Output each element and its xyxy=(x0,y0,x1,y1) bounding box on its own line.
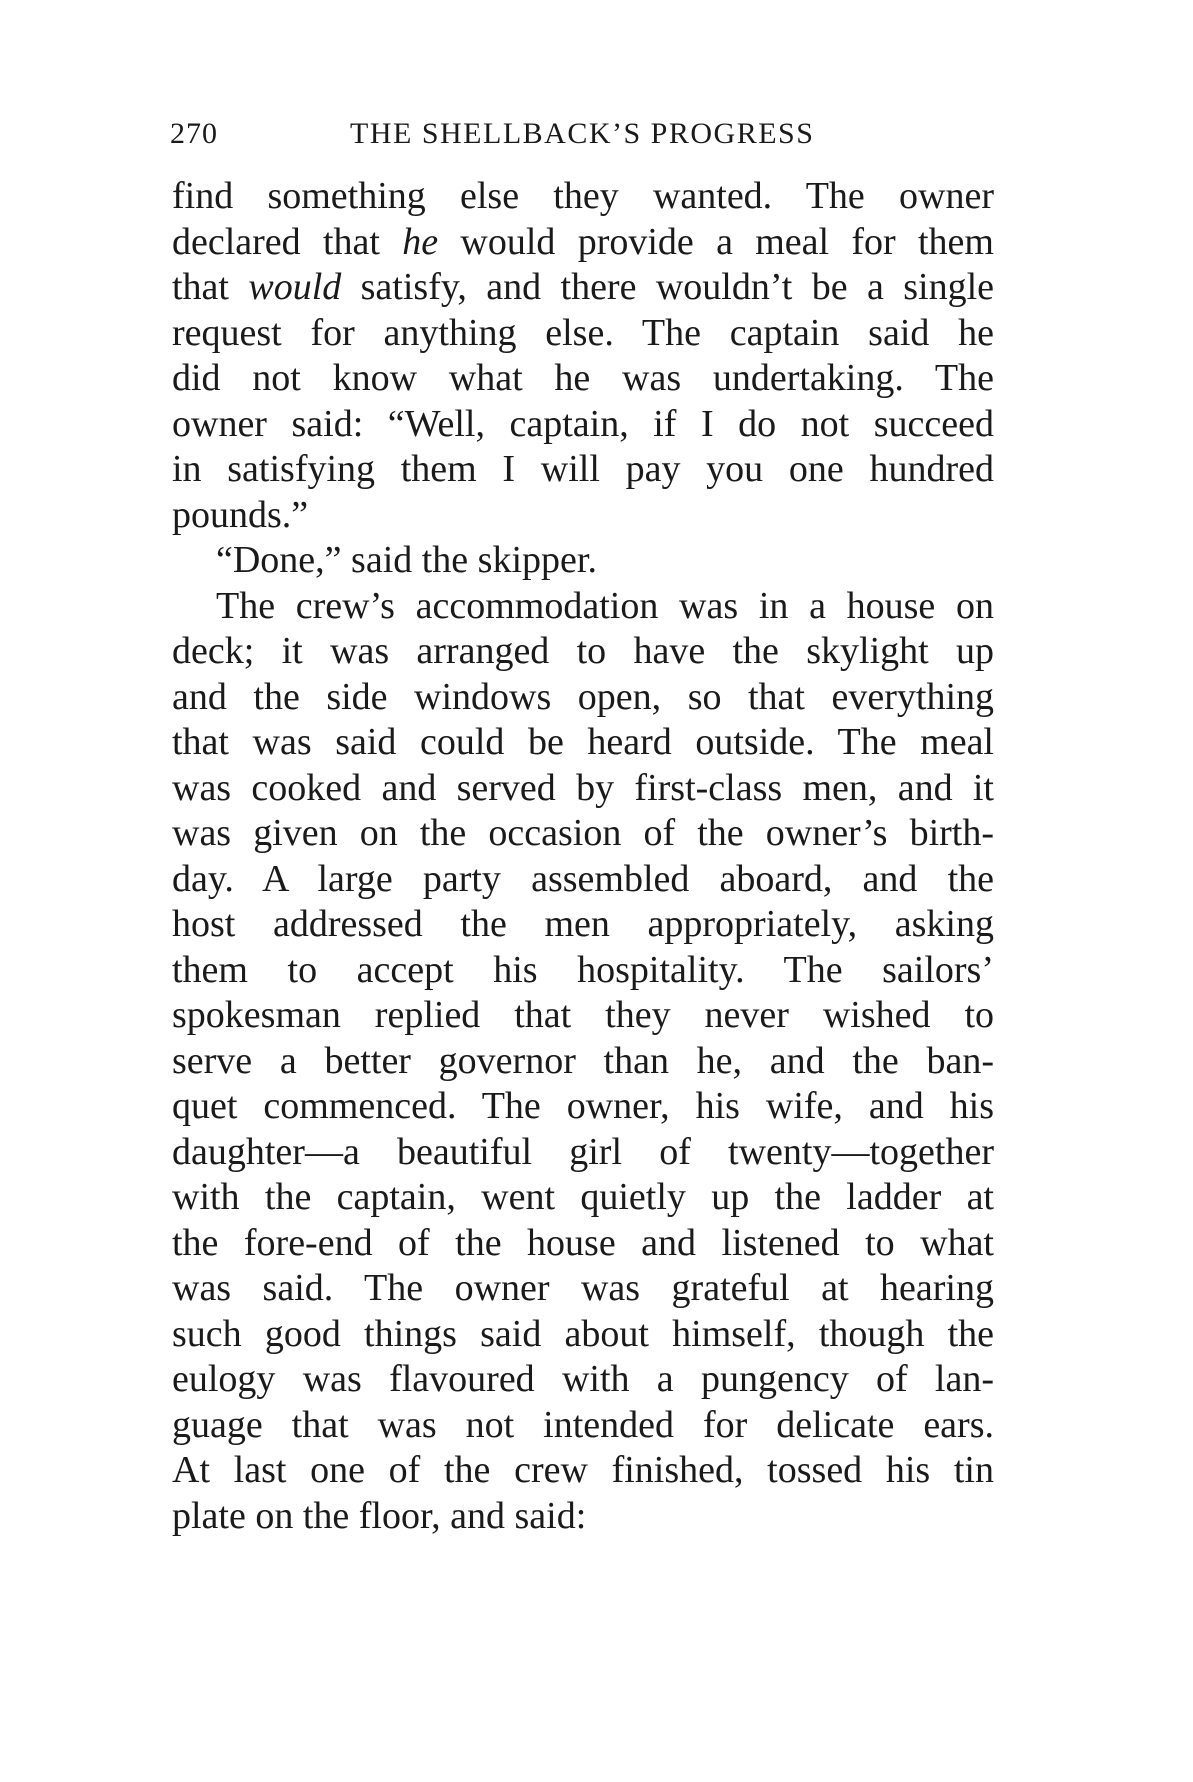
text-line: serve a better governor than he, and the ban- xyxy=(172,1039,994,1082)
text-line: and the side windows open, so that everything xyxy=(172,675,994,718)
text-line: spokesman replied that they never wished to xyxy=(172,994,994,1036)
text-line: plate on the floor, and said: xyxy=(172,1494,587,1537)
text-line: was given on the occasion of the owner’s birth- xyxy=(172,812,994,854)
text-line: eulogy was flavoured with a pungency of lan- xyxy=(172,1358,994,1400)
text-line: daughter—a beautiful girl of twenty—together xyxy=(172,1130,994,1173)
body-text xyxy=(172,174,994,1539)
text-line: was cooked and served by first-class men, and it xyxy=(172,766,994,809)
text-line: that was said could be heard outside. The meal xyxy=(172,721,994,763)
text-line: The crew’s accommodation was in a house on xyxy=(216,584,994,627)
running-head xyxy=(170,112,970,156)
text-line: guage that was not intended for delicate ears. xyxy=(172,1403,994,1446)
running-title: THE SHELLBACK’S PROGRESS xyxy=(350,117,815,150)
text-line: with the captain, went quietly up the ladder at xyxy=(172,1176,994,1218)
page-number: 270 xyxy=(170,117,218,150)
text-line: deck; it was arranged to have the skylight up xyxy=(172,630,994,672)
text-line: was said. The owner was grateful at hearing xyxy=(172,1267,994,1309)
text-line: the fore-end of the house and listened to what xyxy=(172,1221,994,1264)
text-line: owner said: “Well, captain, if I do not succeed xyxy=(172,402,994,445)
text-line: quet commenced. The owner, his wife, and his xyxy=(172,1085,994,1127)
text-line: At last one of the crew finished, tossed his tin xyxy=(172,1449,994,1491)
italic-word: he xyxy=(402,220,439,263)
text-line: “Done,” said the skipper. xyxy=(216,539,597,581)
text-line: such good things said about himself, though the xyxy=(172,1312,994,1355)
italic-word: would xyxy=(248,266,342,308)
text-line: that would satisfy, and there wouldn’t be a single xyxy=(172,266,994,308)
text-line: request for anything else. The captain said he xyxy=(172,311,994,354)
text-line: find something else they wanted. The owner xyxy=(172,175,994,217)
text-line: day. A large party assembled aboard, and the xyxy=(172,857,994,900)
text-line: host addressed the men appropriately, asking xyxy=(172,903,994,945)
text-line: in satisfying them I will pay you one hundred xyxy=(172,448,994,490)
text-line: did not know what he was undertaking. The xyxy=(172,357,994,399)
text-line: declared that he would provide a meal for them xyxy=(172,220,994,263)
text-line: pounds.” xyxy=(172,493,309,536)
text-line: them to accept his hospitality. The sailors’ xyxy=(172,948,994,991)
